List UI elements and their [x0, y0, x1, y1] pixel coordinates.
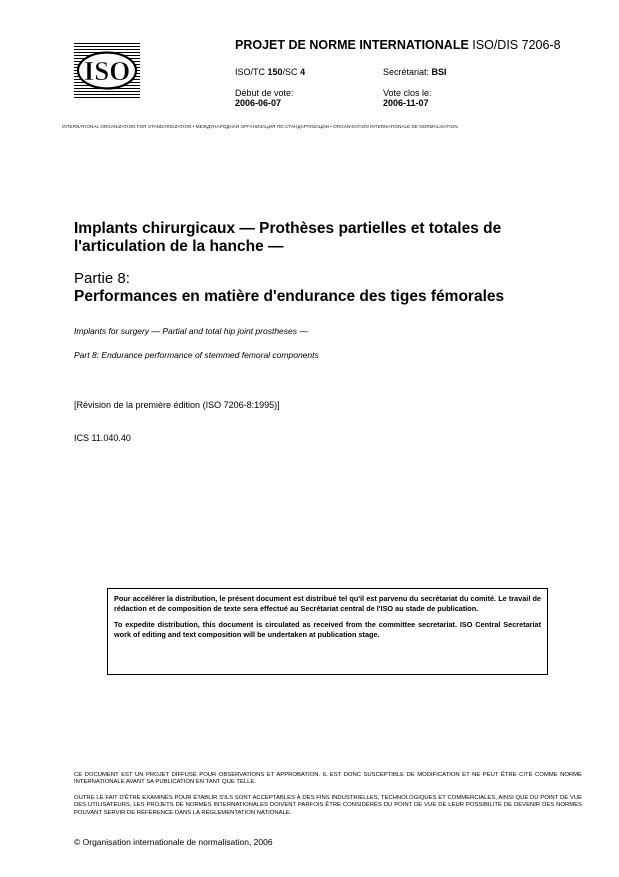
vote-end-label: Vote clos le:: [383, 88, 432, 98]
disclaimer-paragraph-1: CE DOCUMENT EST UN PROJET DIFFUSÉ POUR OBSERVATIONS ET APPROBATION. IL EST DONC SUSCEPTIBLE DE MODIFICATION ET NE PEUT ÊTRE CITÉ COMME NORME INTERNATIONALE AVANT SA PUBLICATION EN TANT QUE TELLE.: [74, 772, 582, 786]
document-type: PROJET DE NORME INTERNATIONALE: [235, 38, 469, 52]
title-french: Implants chirurgicaux — Prothèses partielles et totales de l'articulation de la hanche —: [74, 220, 502, 255]
disclaimer-paragraph-2: OUTRE LE FAIT D'ÊTRE EXAMINÉS POUR ÉTABLIR S'ILS SONT ACCEPTABLES À DES FINS INDUSTRIELLES, TECHNOLOGIQUES ET COMMERCIALES, AINSI QUE DU POINT DE VUE DES UTILISATEURS, LES PROJETS DE NORMES INTERNATIONALES DOIVENT PARFOIS ÊTRE CONSIDÉRÉS DU POINT DE VUE DE LEUR POSSIBILITÉ DE DEVENIR DES NORMES POUVANT SERVIR DE RÉFÉRENCE DANS LA RÉGLEMENTATION NATIONALE.: [74, 795, 582, 816]
iso-logo-text: ISO: [83, 56, 131, 86]
part-title-french: Performances en matière d'endurance des tiges fémorales: [74, 288, 505, 305]
vote-end-date: 2006-11-07: [383, 98, 429, 108]
ics-code: ICS 11.040.40: [74, 433, 131, 443]
vote-start-date: 2006-06-07: [235, 98, 282, 108]
title-english: Implants for surgery — Partial and total hip joint prostheses —: [74, 326, 308, 336]
vote-start-label: Début de vote:: [235, 88, 294, 98]
distribution-notice-box: [107, 588, 548, 675]
notice-english: To expedite distribution, this document is circulated as received from the committee secretariat. ISO Central Secretariat work of editing and text composition will be undertaken at publication stage.: [114, 620, 541, 639]
document-number: ISO/DIS 7206-8: [472, 38, 561, 52]
organization-line: INTERNATIONAL ORGANIZATION FOR STANDARDIZATION • МЕЖДУНАРОДНАЯ ОРГАНИЗАЦИЯ ПО СТАНДАРТИЗАЦИИ • ORGANISATION INTERNATIONALE DE NORMALISATION: [62, 124, 458, 129]
copyright-notice: © Organisation internationale de normalisation, 2006: [74, 837, 273, 847]
document-type-title: [235, 38, 561, 52]
part-label: Partie 8:: [74, 270, 130, 287]
part-title-english: Part 8: Endurance performance of stemmed femoral components: [74, 350, 319, 360]
committee: ISO/TC 150/SC 4: [235, 67, 306, 77]
revision-note: [Révision de la première édition (ISO 7206-8:1995)]: [74, 400, 280, 410]
secretariat: Secrétariat: BSI: [383, 67, 447, 77]
iso-logo: [74, 42, 140, 99]
notice-french: Pour accélérer la distribution, le présent document est distribué tel qu'il est parvenu du secrétariat du comité. Le travail de rédaction et de composition de texte sera effectué au Secrétariat central de l'ISO au stade de publication.: [114, 594, 541, 613]
